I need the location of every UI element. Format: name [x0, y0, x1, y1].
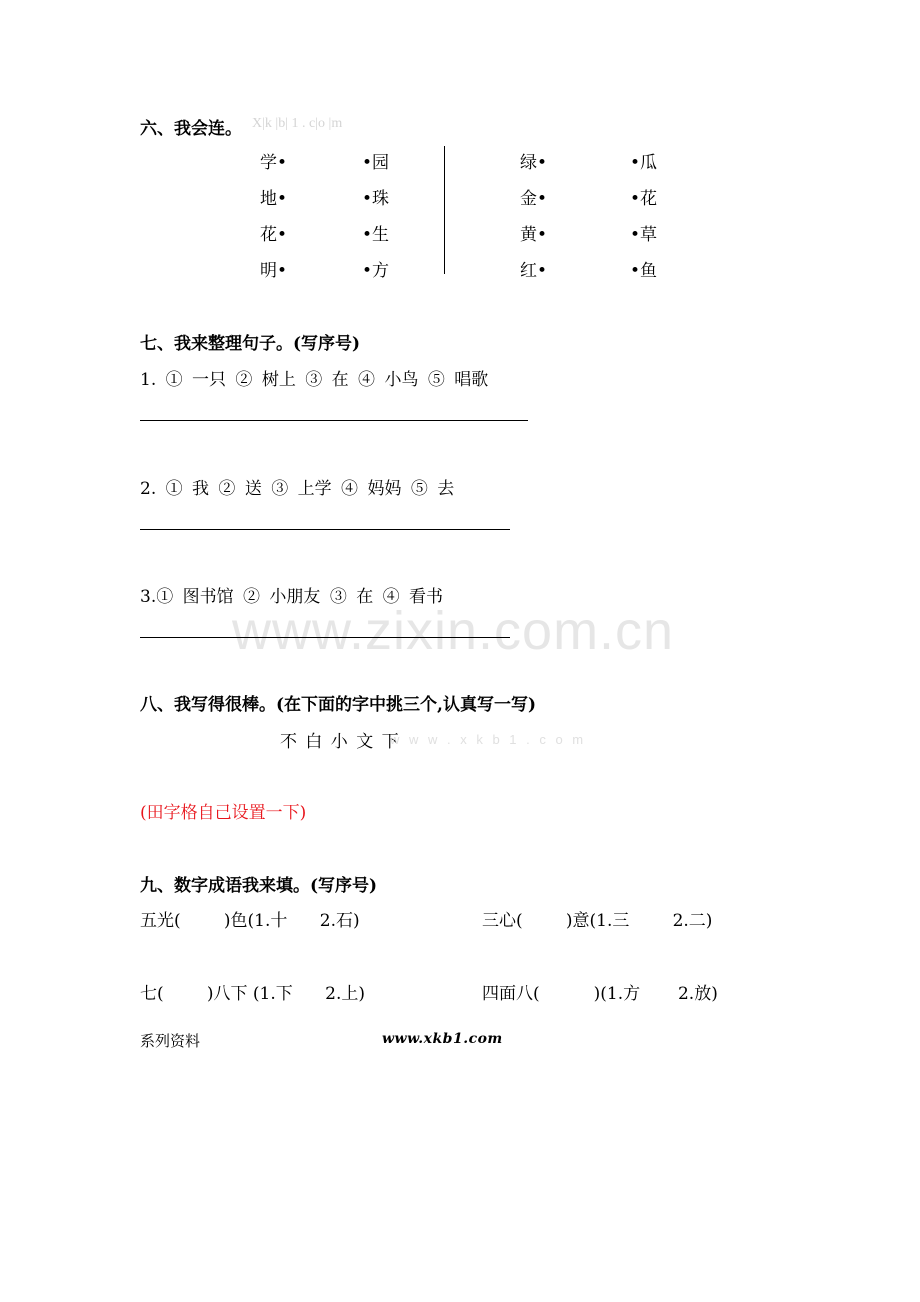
- divider-line: [444, 146, 445, 274]
- idiom-row2-a: 七( )八下 (1.下 2.上): [140, 984, 366, 1004]
- match-left-5: 绿•: [520, 153, 548, 173]
- answer-line-3[interactable]: [140, 637, 510, 638]
- sentence-item-1: 1. ① 一只 ② 树上 ③ 在 ④ 小鸟 ⑤ 唱歌: [140, 370, 489, 390]
- faint-site-text: w w w . x k b 1 . c o m: [390, 732, 587, 747]
- match-right-5: •瓜: [630, 153, 658, 173]
- footer-label: 系列资料: [140, 1032, 201, 1050]
- match-right-1: •园: [362, 153, 390, 173]
- site-watermark: www.zixin.com.cn: [232, 601, 675, 661]
- match-right-7: •草: [630, 225, 658, 245]
- match-left-4: 明•: [260, 261, 288, 281]
- section6-title: 六、我会连。: [140, 119, 242, 139]
- match-left-8: 红•: [520, 261, 548, 281]
- match-left-1: 学•: [260, 153, 288, 173]
- idiom-row1-b: 三心( )意(1.三 2.二): [482, 911, 713, 931]
- match-right-4: •方: [362, 261, 390, 281]
- sentence-item-2: 2. ① 我 ② 送 ③ 上学 ④ 妈妈 ⑤ 去: [140, 479, 455, 499]
- match-left-3: 花•: [260, 225, 288, 245]
- match-right-8: •鱼: [630, 261, 658, 281]
- match-left-7: 黄•: [520, 225, 548, 245]
- section8-title: 八、我写得很棒。(在下面的字中挑三个,认真写一写): [140, 695, 537, 715]
- practice-characters: 不 白 小 文 下: [280, 732, 399, 752]
- match-right-6: •花: [630, 189, 658, 209]
- faint-watermark-text: X|k |b| 1 . c|o |m: [252, 116, 343, 131]
- answer-line-1[interactable]: [140, 420, 528, 421]
- match-right-2: •珠: [362, 189, 390, 209]
- idiom-row1-a: 五光( )色(1.十 2.石): [140, 911, 360, 931]
- idiom-row2-b: 四面八( )(1.方 2.放): [482, 984, 718, 1004]
- section7-title: 七、我来整理句子。(写序号): [140, 334, 361, 354]
- footer-site-logo: www.xkb1.com: [382, 1031, 503, 1047]
- grid-note: (田字格自己设置一下): [140, 803, 307, 823]
- answer-line-2[interactable]: [140, 529, 510, 530]
- match-right-3: •生: [362, 225, 390, 245]
- match-left-6: 金•: [520, 189, 548, 209]
- sentence-item-3: 3.① 图书馆 ② 小朋友 ③ 在 ④ 看书: [140, 587, 444, 607]
- match-left-2: 地•: [260, 189, 288, 209]
- section9-title: 九、数字成语我来填。(写序号): [140, 876, 378, 896]
